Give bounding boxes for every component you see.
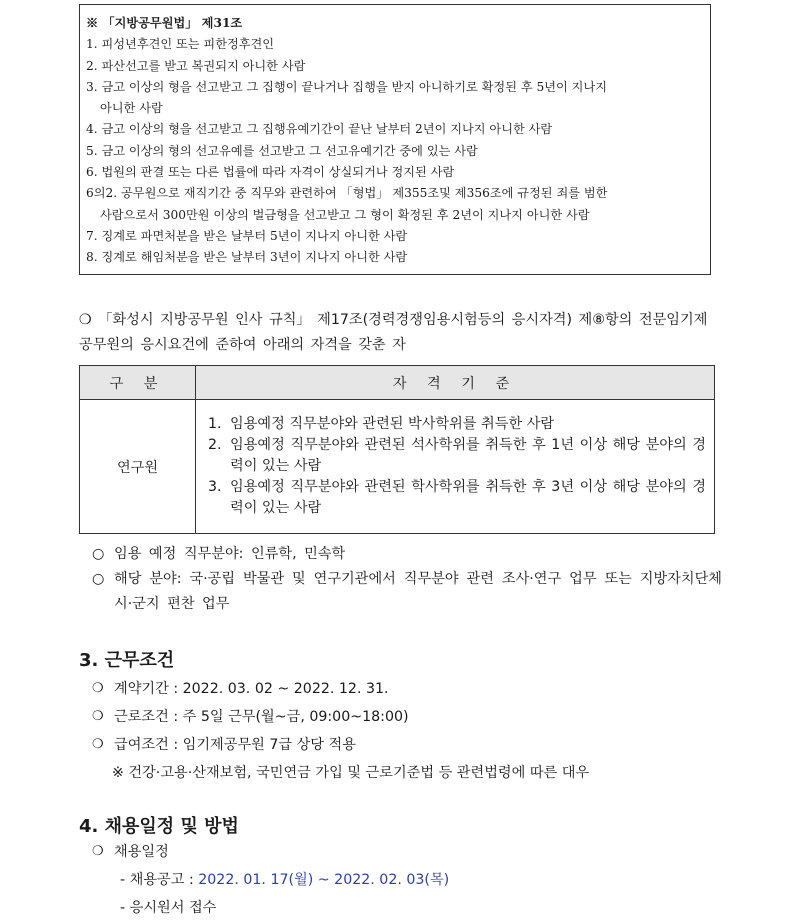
criteria-item [204,477,706,519]
law-item: 3. 금고 이상의 형을 선고받고 그 집행이 끝나거나 집행을 받지 아니하기로 확정된 후 5년이 지나지 [86,79,607,94]
section-3-title: 3. 근무조건 [79,650,175,671]
law-item: 6의2. 공무원으로 재직기간 중 직무와 관련하여 「형법」 제355조및 제356조에 규정된 죄를 범한 [86,186,608,201]
law-item: 8. 징계로 해임처분을 받은 날부터 3년이 지나지 아니한 사람 [86,250,408,265]
condition-text: 계약기간 : 2022. 03. 02 ~ 2022. 12. 31. [114,681,389,697]
law-item: 7. 징계로 파면처분을 받은 날부터 5년이 지나지 아니한 사람 [86,228,408,243]
section-4-title: 4. 채용일정 및 방법 [79,816,239,837]
qualification-table [79,365,715,534]
bullet-icon: ❍ [92,681,104,696]
work-conditions-list [92,675,589,787]
criteria-text: 임용예정 직무분야와 관련된 박사학위를 취득한 사람 [230,416,555,432]
criteria-text: 임용예정 직무분야와 관련된 학사학위를 취득한 후 3년 이상 해당 분야의 경력이 있는 사람 [230,479,706,516]
criteria-cell [196,400,715,534]
criteria-text: 임용예정 직무분야와 관련된 석사학위를 취득한 후 1년 이상 해당 분야의 경력이 있는 사람 [230,437,706,474]
law-item: 2. 파산선고를 받고 복권되지 아니한 사람 [86,58,306,73]
bullet-text: 해당 분야: 국·공립 박물관 및 연구기관에서 직무분야 관련 조사·연구 업무 또는 지방자치단체 시·군지 편찬 업무 [114,571,722,612]
criteria-item [204,414,706,435]
law-item-continued: 사람으로서 300만원 이상의 벌금형을 선고받고 그 형이 확정된 후 2년이 지나지 아니한 사람 [100,207,590,222]
law-item: 1. 피성년후견인 또는 피한정후견인 [86,37,275,52]
schedule-item-date: 2022. 01. 17(월) ~ 2022. 02. 03(목) [198,872,450,888]
circle-bullet-icon: ○ [92,546,105,562]
benefits-note: ※ 건강·고용·산재보험, 국민연금 가입 및 근로기준법 등 관련법령에 따른 대우 [112,765,590,781]
table-header-category: 구 분 [80,366,196,400]
list-item [92,703,589,731]
criteria-number: 3. [208,479,222,495]
bullet-text: 임용 예정 직무분야: 인류학, 민속학 [114,546,346,562]
table-header-criteria: 자 격 기 준 [196,366,715,400]
criteria-number: 2. [208,437,222,453]
row-label-researcher: 연구원 [80,400,196,534]
condition-text: 근로조건 : 주 5일 근무(월~금, 09:00~18:00) [114,709,409,725]
schedule-label: 채용일정 [114,844,169,860]
list-item [92,838,449,866]
bullet-icon: ❍ [92,737,104,752]
list-item [92,894,449,922]
law-item-continued: 아니한 사람 [100,101,163,116]
schedule-item-label: - 응시원서 접수 [120,900,217,916]
condition-text: 급여조건 : 임기제공무원 7급 상당 적용 [114,737,356,753]
law-box-title: ※ 「지방공무원법」 제31조 [86,16,243,30]
intro-text: 「화성시 지방공무원 인사 규칙」 제17조(경력경쟁임용시험등의 응시자격) 제⑧항의 전문임기제공무원의 응시요건에 준하여 아래의 자격을 갖춘 자 [79,312,708,353]
table-header-row [80,366,715,400]
bullet-icon: ❍ [92,844,104,859]
schedule-list [92,838,449,922]
list-item [92,866,449,894]
list-item [92,542,722,567]
law-item: 6. 법원의 판결 또는 다른 법률에 따라 자격이 상실되거나 정지된 사람 [86,165,455,180]
list-item [92,675,589,703]
circle-bullet-icon: ○ [92,571,105,587]
list-item [92,731,589,759]
criteria-item [204,435,706,477]
bullet-icon: ❍ [92,709,104,724]
list-item [92,567,722,617]
law-excerpt-box [79,4,711,275]
field-bullets [92,542,722,617]
table-row [80,400,715,534]
law-item: 4. 금고 이상의 형을 선고받고 그 집행유예기간이 끝난 날부터 2년이 지나지 아니한 사람 [86,122,553,137]
qualification-intro [79,308,719,358]
criteria-number: 1. [208,416,222,432]
schedule-item-label: - 채용공고 : [120,872,199,888]
law-item: 5. 금고 이상의 형의 선고유예를 선고받고 그 선고유예기간 중에 있는 사람 [86,143,478,158]
intro-bullet-icon: ❍ [79,312,92,328]
